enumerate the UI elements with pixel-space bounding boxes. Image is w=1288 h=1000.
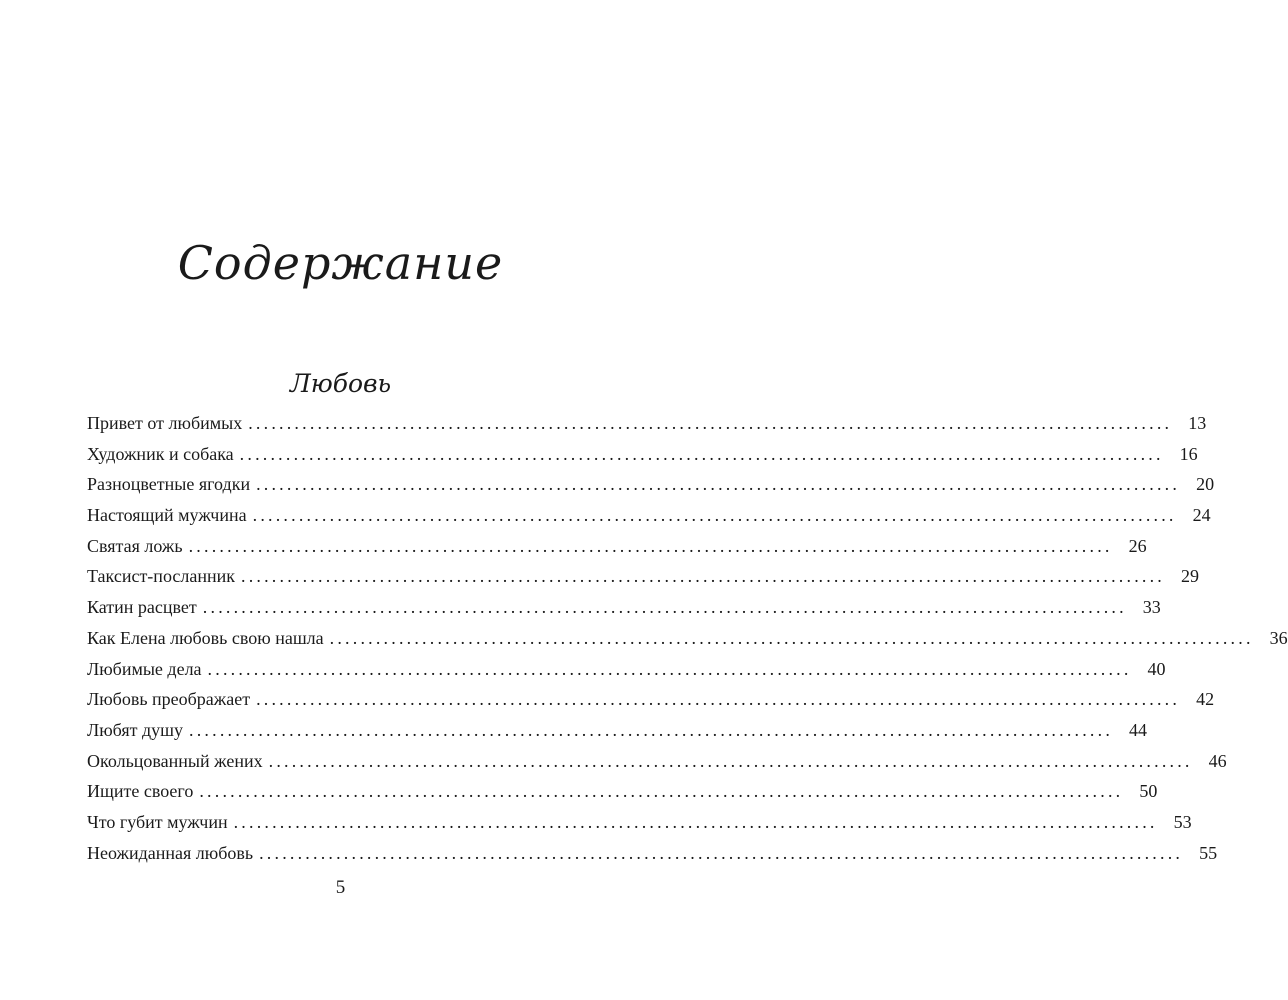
toc-entry-page: 26 (1128, 535, 1147, 556)
toc-entry-page: 53 (1173, 811, 1192, 832)
toc-entry-title: Любят душу (87, 719, 184, 740)
toc-entry (87, 531, 1147, 562)
section-title: Любовь (289, 369, 392, 398)
toc-entry (87, 561, 1199, 592)
toc-entry (87, 684, 1215, 715)
toc-entry-title: Художник и собака (87, 443, 234, 464)
toc-entry (87, 408, 1207, 439)
dot-leader: ........................................................................................................................ (233, 811, 1158, 832)
toc-entry (87, 715, 1148, 746)
dot-leader: ........................................................................................................................ (259, 842, 1184, 863)
toc-entry (87, 746, 1227, 777)
toc-list (87, 408, 1288, 868)
dot-leader: ........................................................................................................................ (239, 443, 1164, 464)
toc-entry-title: Окольцованный жених (87, 750, 263, 771)
toc-entry (87, 592, 1161, 623)
toc-entry-page: 40 (1147, 658, 1166, 679)
toc-entry-title: Как Елена любовь свою нашла (87, 627, 324, 648)
dot-leader: ........................................................................................................................ (268, 750, 1193, 771)
dot-leader: ........................................................................................................................ (252, 505, 1177, 526)
page-number: 5 (335, 877, 346, 898)
toc-entry-page: 44 (1129, 719, 1148, 740)
toc-entry (87, 807, 1192, 838)
toc-entry-page: 42 (1196, 689, 1215, 710)
toc-entry-page: 16 (1179, 443, 1198, 464)
toc-entry-title: Святая ложь (87, 535, 183, 556)
toc-entry (87, 469, 1215, 500)
toc-entry-page: 46 (1208, 750, 1227, 771)
toc-entry (87, 623, 1288, 654)
toc-entry-page: 36 (1269, 627, 1288, 648)
dot-leader: ........................................................................................................................ (248, 413, 1173, 433)
toc-title: Содержание (177, 236, 504, 290)
toc-entry (87, 776, 1158, 807)
toc-entry-title: Что губит мужчин (87, 811, 228, 832)
dot-leader: ........................................................................................................................ (189, 719, 1114, 740)
toc-entry (87, 439, 1198, 470)
toc-entry-page: 24 (1192, 505, 1211, 526)
toc-entry-title: Таксист-посланник (87, 566, 235, 587)
toc-entry-page: 33 (1142, 597, 1161, 618)
toc-entry (87, 654, 1166, 685)
dot-leader: ........................................................................................................................ (241, 566, 1165, 587)
toc-entry-title: Катин расцвет (87, 597, 197, 618)
toc-entry-title: Ищите своего (87, 781, 194, 802)
toc-entry (87, 500, 1211, 531)
toc-entry-title: Любимые дела (87, 658, 202, 679)
toc-entry-page: 20 (1196, 474, 1215, 495)
toc-entry-page: 29 (1181, 566, 1199, 587)
toc-entry-page: 13 (1188, 413, 1207, 433)
dot-leader: ........................................................................................................................ (207, 658, 1132, 679)
dot-leader: ........................................................................................................................ (188, 535, 1113, 556)
toc-entry (87, 838, 1218, 869)
dot-leader: ........................................................................................................................ (329, 627, 1254, 648)
dot-leader: ........................................................................................................................ (256, 689, 1181, 710)
toc-entry-page: 55 (1199, 842, 1218, 863)
toc-entry-title: Любовь преображает (87, 689, 251, 710)
dot-leader: ........................................................................................................................ (199, 781, 1124, 802)
toc-entry-title: Настоящий мужчина (87, 505, 247, 526)
toc-entry-title: Разноцветные ягодки (87, 474, 251, 495)
toc-entry-title: Неожиданная любовь (87, 842, 254, 863)
dot-leader: ........................................................................................................................ (256, 474, 1181, 495)
dot-leader: ........................................................................................................................ (202, 597, 1127, 618)
toc-entry-page: 50 (1139, 781, 1158, 802)
toc-entry-title: Привет от любимых (87, 413, 243, 433)
